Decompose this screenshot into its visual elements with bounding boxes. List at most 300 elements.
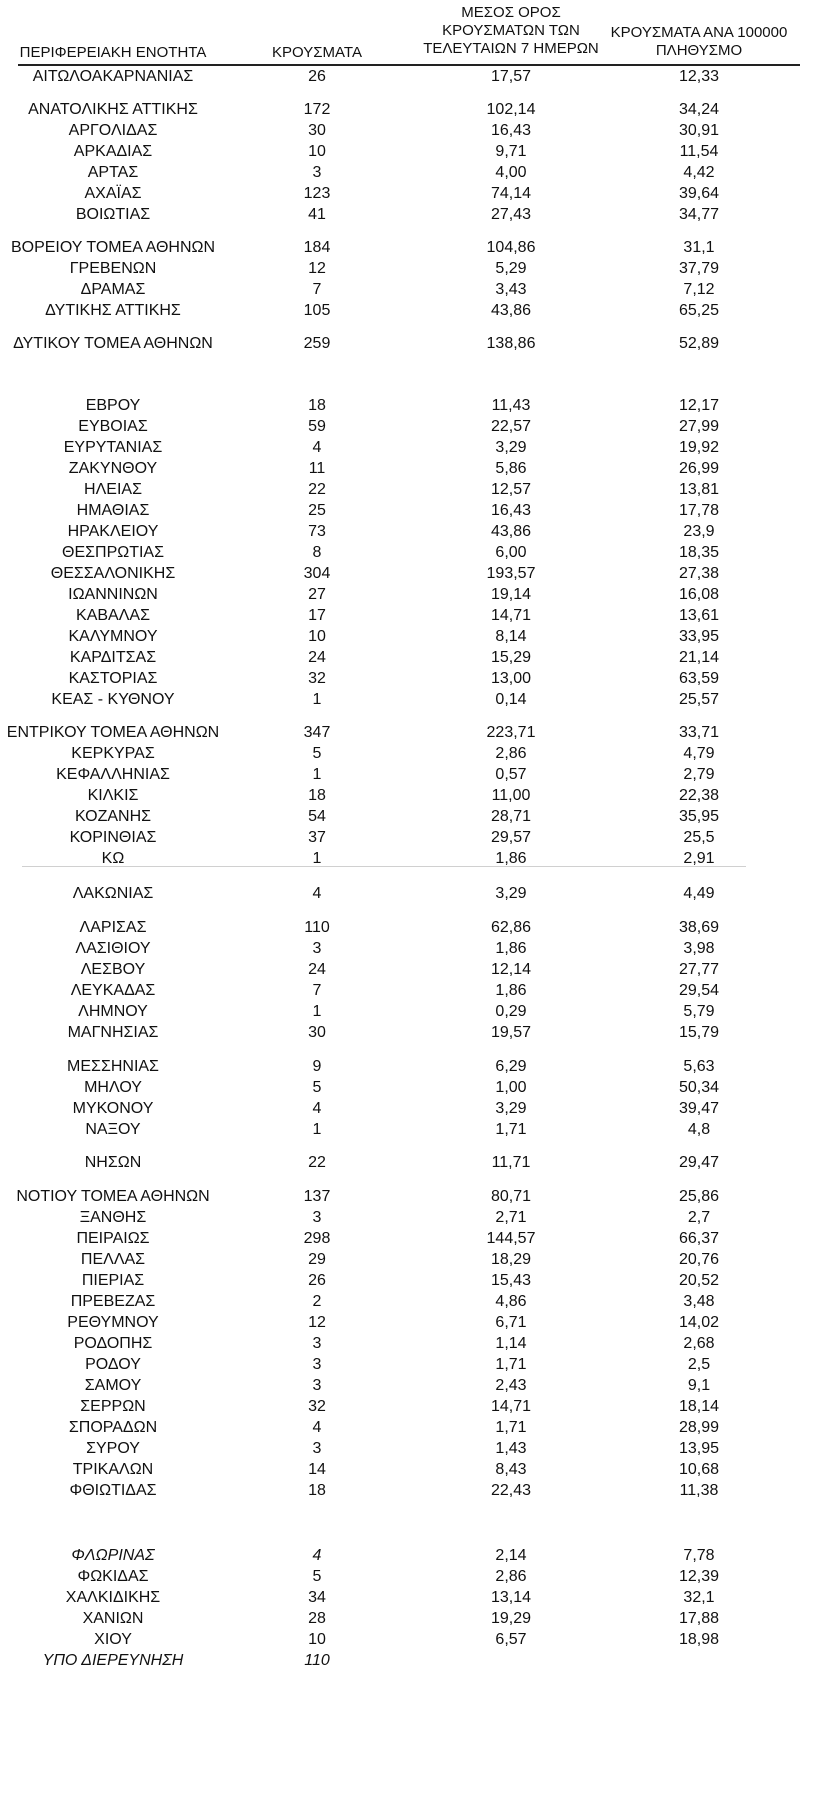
region-cell: ΑΡΚΑΔΙΑΣ	[73, 143, 153, 160]
table-row	[0, 521, 818, 542]
per100k-cell: 15,79	[678, 1024, 720, 1041]
region-cell: ΕΥΒΟΙΑΣ	[78, 418, 148, 435]
table-row	[0, 1396, 818, 1417]
avg7-cell: 2,43	[495, 1377, 527, 1394]
per100k-cell: 13,81	[678, 481, 720, 498]
avg7-cell: 18,29	[490, 1251, 532, 1268]
avg7-cell: 193,57	[486, 565, 536, 582]
cases-cell: 10	[308, 628, 326, 645]
avg7-cell: 5,29	[495, 260, 527, 277]
region-cell: ΓΡΕΒΕΝΩΝ	[69, 260, 157, 277]
cases-cell: 347	[303, 724, 331, 741]
table-row	[0, 66, 818, 87]
cases-cell: 4	[312, 1419, 322, 1436]
region-cell: ΚΩ	[101, 850, 125, 867]
table-row	[0, 1354, 818, 1375]
region-cell: ΣΕΡΡΩΝ	[80, 1398, 146, 1415]
per100k-cell: 4,49	[683, 885, 715, 902]
region-cell: ΛΑΡΙΣΑΣ	[79, 919, 147, 936]
per100k-cell: 11,38	[679, 1482, 719, 1499]
cases-cell: 22	[308, 1154, 326, 1171]
per100k-cell: 18,14	[678, 1398, 720, 1415]
table-row	[0, 437, 818, 458]
per100k-cell: 37,79	[678, 260, 720, 277]
per100k-cell: 27,77	[678, 961, 720, 978]
cases-cell: 184	[303, 239, 331, 256]
cases-cell: 10	[308, 143, 326, 160]
table-row	[0, 500, 818, 521]
per100k-cell: 39,64	[678, 185, 720, 202]
avg7-cell: 62,86	[490, 919, 532, 936]
cases-cell: 7	[312, 281, 322, 298]
cases-cell: 3	[312, 1335, 322, 1352]
region-cell: ΒΟΙΩΤΙΑΣ	[75, 206, 151, 223]
avg7-cell: 15,29	[490, 649, 532, 666]
per100k-cell: 35,95	[678, 808, 720, 825]
avg7-cell: 74,14	[490, 185, 532, 202]
per100k-cell: 5,79	[683, 1003, 715, 1020]
region-cell: ΝΑΞΟΥ	[85, 1121, 141, 1138]
avg7-cell: 6,29	[495, 1058, 527, 1075]
cases-cell: 4	[312, 1547, 322, 1564]
cases-cell: 3	[312, 1209, 322, 1226]
table-row	[0, 689, 818, 710]
table-row	[0, 1077, 818, 1098]
cases-cell: 29	[308, 1251, 326, 1268]
region-cell: ΣΑΜΟΥ	[84, 1377, 142, 1394]
cases-cell: 5	[312, 745, 322, 762]
avg7-cell: 4,86	[495, 1293, 527, 1310]
avg7-cell: 104,86	[486, 239, 536, 256]
region-cell: ΚΕΑΣ - ΚΥΘΝΟΥ	[51, 691, 175, 708]
avg7-cell: 12,57	[490, 481, 532, 498]
table-row	[0, 1119, 818, 1140]
avg7-cell: 1,14	[495, 1335, 527, 1352]
per100k-cell: 33,71	[678, 724, 720, 741]
per100k-cell: 3,48	[683, 1293, 715, 1310]
per100k-cell: 26,99	[678, 460, 720, 477]
table-row	[0, 1312, 818, 1333]
table-row	[0, 1629, 818, 1650]
avg7-cell: 11,00	[491, 787, 531, 804]
table-row	[0, 848, 818, 869]
per100k-cell: 19,92	[678, 439, 720, 456]
per100k-cell: 21,14	[678, 649, 720, 666]
table-row	[0, 237, 818, 258]
cases-cell: 24	[308, 961, 326, 978]
cases-cell: 32	[308, 670, 326, 687]
avg7-cell: 144,57	[486, 1230, 536, 1247]
avg7-cell: 6,00	[495, 544, 527, 561]
table-row	[0, 141, 818, 162]
avg7-cell: 22,43	[490, 1482, 532, 1499]
avg7-cell: 13,14	[490, 1589, 532, 1606]
cases-cell: 3	[312, 164, 322, 181]
per100k-cell: 22,38	[678, 787, 720, 804]
region-cell: ΑΡΤΑΣ	[87, 164, 139, 181]
table-row	[0, 1587, 818, 1608]
region-cell: ΛΑΚΩΝΙΑΣ	[72, 885, 154, 902]
table-row	[0, 1207, 818, 1228]
table-row	[0, 668, 818, 689]
cases-cell: 259	[303, 335, 331, 352]
per100k-cell: 9,1	[687, 1377, 711, 1394]
region-cell: ΚΑΒΑΛΑΣ	[76, 607, 150, 624]
avg7-cell: 17,57	[490, 68, 532, 85]
table-row	[0, 1438, 818, 1459]
avg7-cell: 8,14	[495, 628, 527, 645]
region-cell: ΜΕΣΣΗΝΙΑΣ	[67, 1058, 159, 1075]
cases-cell: 9	[312, 1058, 322, 1075]
avg7-cell: 138,86	[486, 335, 536, 352]
region-cell: ΔΡΑΜΑΣ	[80, 281, 146, 298]
cases-cell: 3	[312, 1440, 322, 1457]
region-cell: ΛΕΣΒΟΥ	[80, 961, 146, 978]
cases-cell: 18	[308, 787, 326, 804]
region-cell: ΒΟΡΕΙΟΥ ΤΟΜΕΑ ΑΘΗΝΩΝ	[10, 239, 216, 256]
per100k-cell: 18,35	[678, 544, 720, 561]
cases-cell: 3	[312, 940, 322, 957]
cases-cell: 4	[312, 439, 322, 456]
region-cell: ΠΙΕΡΙΑΣ	[81, 1272, 145, 1289]
per100k-cell: 29,54	[678, 982, 720, 999]
cases-cell: 54	[308, 808, 326, 825]
cases-cell: 34	[308, 1589, 326, 1606]
cases-cell: 3	[312, 1356, 322, 1373]
cases-cell: 8	[312, 544, 322, 561]
region-cell: ΦΛΩΡΙΝΑΣ	[71, 1547, 155, 1564]
region-cell: ΛΕΥΚΑΔΑΣ	[70, 982, 156, 999]
avg7-cell: 5,86	[495, 460, 527, 477]
cases-cell: 1	[312, 1003, 322, 1020]
region-cell: ΚΙΛΚΙΣ	[87, 787, 139, 804]
table-row	[0, 1417, 818, 1438]
avg7-cell: 1,71	[495, 1356, 527, 1373]
per100k-cell: 25,86	[678, 1188, 720, 1205]
table-row	[0, 743, 818, 764]
region-cell: ΗΡΑΚΛΕΙΟΥ	[67, 523, 159, 540]
cases-cell: 11	[308, 460, 326, 477]
region-cell: ΚΟΖΑΝΗΣ	[74, 808, 152, 825]
column-header-per100k	[594, 24, 804, 60]
table-row	[0, 605, 818, 626]
avg7-cell: 3,29	[495, 1100, 527, 1117]
region-cell: ΕΥΡΥΤΑΝΙΑΣ	[63, 439, 163, 456]
table-row	[0, 416, 818, 437]
cases-cell: 2	[312, 1293, 322, 1310]
avg7-cell: 2,86	[495, 745, 527, 762]
per100k-cell: 28,99	[678, 1419, 720, 1436]
region-cell: ΧΙΟΥ	[94, 1631, 132, 1648]
cases-cell: 25	[308, 502, 326, 519]
cases-cell: 10	[308, 1631, 326, 1648]
cases-cell: 137	[303, 1188, 331, 1205]
per100k-cell: 31,1	[683, 239, 715, 256]
avg7-cell: 43,86	[490, 302, 532, 319]
region-cell: ΚΑΛΥΜΝΟΥ	[68, 628, 158, 645]
column-header-avg7-line-3: ΤΕΛΕΥΤΑΙΩΝ 7 ΗΜΕΡΩΝ	[423, 40, 599, 57]
avg7-cell: 1,43	[495, 1440, 527, 1457]
per100k-cell: 65,25	[678, 302, 720, 319]
table-row	[0, 584, 818, 605]
avg7-cell: 27,43	[490, 206, 532, 223]
avg7-cell: 12,14	[490, 961, 532, 978]
table-row	[0, 1022, 818, 1043]
table-row	[0, 300, 818, 321]
cases-cell: 12	[308, 1314, 326, 1331]
cases-cell: 30	[308, 122, 326, 139]
region-cell: ΚΕΦΑΛΛΗΝΙΑΣ	[56, 766, 170, 783]
cases-cell: 18	[308, 397, 326, 414]
per100k-cell: 20,76	[678, 1251, 720, 1268]
cases-cell: 73	[308, 523, 326, 540]
table-row	[0, 1001, 818, 1022]
per100k-cell: 11,54	[679, 143, 719, 160]
per100k-cell: 7,78	[683, 1547, 715, 1564]
region-cell: ΧΑΝΙΩΝ	[82, 1610, 144, 1627]
cases-cell: 17	[308, 607, 326, 624]
table-row	[0, 162, 818, 183]
per100k-cell: 4,8	[687, 1121, 711, 1138]
region-cell: ΠΕΙΡΑΙΩΣ	[76, 1230, 150, 1247]
per100k-cell: 5,63	[683, 1058, 715, 1075]
column-header-region: ΠΕΡΙΦΕΡΕΙΑΚΗ ΕΝΟΤΗΤΑ	[19, 44, 207, 61]
region-cell: ΑΡΓΟΛΙΔΑΣ	[68, 122, 158, 139]
table-row	[0, 1333, 818, 1354]
avg7-cell: 13,00	[490, 670, 532, 687]
per100k-cell: 66,37	[678, 1230, 720, 1247]
column-header-per100k-line-1: ΚΡΟΥΣΜΑΤΑ ΑΝΑ 100000	[610, 24, 788, 41]
table-row	[0, 1098, 818, 1119]
cases-cell: 37	[308, 829, 326, 846]
table-row	[0, 722, 818, 743]
region-cell: ΘΕΣΠΡΩΤΙΑΣ	[62, 544, 164, 561]
avg7-cell: 102,14	[486, 101, 536, 118]
per100k-cell: 2,5	[687, 1356, 711, 1373]
table-row	[0, 1228, 818, 1249]
cases-cell: 27	[308, 586, 326, 603]
column-header-per100k-line-2: ΠΛΗΘΥΣΜΟ	[655, 42, 743, 59]
per100k-cell: 38,69	[678, 919, 720, 936]
table-row	[0, 806, 818, 827]
table-row	[0, 279, 818, 300]
column-header-avg7-line-1: ΜΕΣΟΣ ΟΡΟΣ	[461, 4, 561, 21]
cases-cell: 5	[312, 1568, 322, 1585]
region-cell: ΣΥΡΟΥ	[86, 1440, 140, 1457]
per100k-cell: 30,91	[678, 122, 720, 139]
table-row	[0, 1270, 818, 1291]
column-header-cases: ΚΡΟΥΣΜΑΤΑ	[272, 44, 362, 61]
table-row	[0, 1186, 818, 1207]
table-row	[0, 1566, 818, 1587]
cases-cell: 4	[312, 885, 322, 902]
avg7-cell: 16,43	[490, 122, 532, 139]
table-row	[0, 563, 818, 584]
per100k-cell: 12,33	[678, 68, 720, 85]
avg7-cell: 43,86	[490, 523, 532, 540]
avg7-cell: 19,57	[490, 1024, 532, 1041]
region-cell: ΡΟΔΟΥ	[85, 1356, 141, 1373]
cases-cell: 110	[304, 1652, 330, 1669]
region-cell: ΧΑΛΚΙΔΙΚΗΣ	[65, 1589, 161, 1606]
cases-cell: 26	[308, 68, 326, 85]
region-cell: ΑΝΑΤΟΛΙΚΗΣ ΑΤΤΙΚΗΣ	[28, 101, 198, 118]
per100k-cell: 17,88	[678, 1610, 720, 1627]
cases-cell: 110	[304, 919, 330, 936]
table-row	[0, 1459, 818, 1480]
cases-cell: 105	[303, 302, 331, 319]
cases-cell: 1	[312, 1121, 322, 1138]
table-row	[0, 764, 818, 785]
table-header	[0, 0, 818, 66]
avg7-cell: 80,71	[490, 1188, 532, 1205]
cases-cell: 14	[308, 1461, 326, 1478]
region-cell: ΕΒΡΟΥ	[85, 397, 141, 414]
per100k-cell: 63,59	[678, 670, 720, 687]
cases-cell: 1	[312, 766, 322, 783]
cases-cell: 22	[308, 481, 326, 498]
cases-cell: 123	[303, 185, 331, 202]
table-row	[0, 1249, 818, 1270]
table-row	[0, 183, 818, 204]
avg7-cell: 22,57	[490, 418, 532, 435]
per100k-cell: 14,02	[678, 1314, 720, 1331]
region-cell: ΖΑΚΥΝΘΟΥ	[68, 460, 158, 477]
cases-cell: 24	[308, 649, 326, 666]
region-cell: ΚΑΣΤΟΡΙΑΣ	[68, 670, 158, 687]
per100k-cell: 2,68	[683, 1335, 715, 1352]
avg7-cell: 2,14	[495, 1547, 527, 1564]
column-header-avg7	[408, 4, 614, 58]
region-cell: ΘΕΣΣΑΛΟΝΙΚΗΣ	[50, 565, 176, 582]
avg7-cell: 223,71	[486, 724, 536, 741]
per100k-cell: 34,77	[678, 206, 720, 223]
avg7-cell: 3,29	[495, 439, 527, 456]
table-row	[0, 120, 818, 141]
table-row	[0, 395, 818, 416]
region-cell: ΠΡΕΒΕΖΑΣ	[70, 1293, 156, 1310]
cases-cell: 12	[308, 260, 326, 277]
region-cell: ΝΟΤΙΟΥ ΤΟΜΕΑ ΑΘΗΝΩΝ	[16, 1188, 210, 1205]
table-row	[0, 827, 818, 848]
cases-cell: 32	[308, 1398, 326, 1415]
region-cell: ΚΑΡΔΙΤΣΑΣ	[69, 649, 157, 666]
cases-cell: 4	[312, 1100, 322, 1117]
avg7-cell: 8,43	[495, 1461, 527, 1478]
region-cell: ΗΛΕΙΑΣ	[84, 481, 142, 498]
region-cell: ΚΕΡΚΥΡΑΣ	[71, 745, 155, 762]
region-cell: ΥΠΟ ΔΙΕΡΕΥΝΗΣΗ	[42, 1652, 184, 1669]
per100k-cell: 18,98	[678, 1631, 720, 1648]
avg7-cell: 1,86	[495, 850, 527, 867]
region-cell: ΝΗΣΩΝ	[84, 1154, 142, 1171]
avg7-cell: 1,86	[495, 940, 527, 957]
cases-cell: 3	[312, 1377, 322, 1394]
avg7-cell: 0,14	[495, 691, 527, 708]
table-row	[0, 99, 818, 120]
per100k-cell: 16,08	[678, 586, 720, 603]
cases-cell: 28	[308, 1610, 326, 1627]
avg7-cell: 6,57	[495, 1631, 527, 1648]
region-cell: ΜΥΚΟΝΟΥ	[72, 1100, 154, 1117]
per100k-cell: 34,24	[678, 101, 720, 118]
cases-cell: 298	[303, 1230, 331, 1247]
per100k-cell: 52,89	[678, 335, 720, 352]
table-row	[0, 258, 818, 279]
avg7-cell: 29,57	[490, 829, 532, 846]
table-row	[0, 1650, 818, 1671]
cases-cell: 1	[312, 850, 322, 867]
per100k-cell: 27,38	[678, 565, 720, 582]
cases-cell: 30	[308, 1024, 326, 1041]
region-cell: ΗΜΑΘΙΑΣ	[76, 502, 150, 519]
region-cell: ΔΥΤΙΚΗΣ ΑΤΤΙΚΗΣ	[45, 302, 181, 319]
region-cell: ΔΥΤΙΚΟΥ ΤΟΜΕΑ ΑΘΗΝΩΝ	[13, 335, 213, 352]
avg7-cell: 14,71	[490, 1398, 532, 1415]
table-row	[0, 917, 818, 938]
cases-cell: 1	[312, 691, 322, 708]
per100k-cell: 32,1	[683, 1589, 715, 1606]
cases-cell: 41	[308, 206, 326, 223]
per100k-cell: 2,79	[683, 766, 715, 783]
avg7-cell: 1,71	[495, 1121, 527, 1138]
per100k-cell: 25,5	[683, 829, 715, 846]
per100k-cell: 10,68	[678, 1461, 720, 1478]
table-row	[0, 626, 818, 647]
per100k-cell: 4,42	[683, 164, 715, 181]
region-cell: ΞΑΝΘΗΣ	[79, 1209, 147, 1226]
region-cell: ΑΙΤΩΛΟΑΚΑΡΝΑΝΙΑΣ	[32, 68, 194, 85]
region-cell: ΜΗΛΟΥ	[84, 1079, 142, 1096]
region-cell: ΡΕΘΥΜΝΟΥ	[67, 1314, 159, 1331]
table-row	[0, 542, 818, 563]
per100k-cell: 2,7	[687, 1209, 711, 1226]
region-cell: ΚΟΡΙΝΘΙΑΣ	[69, 829, 157, 846]
per100k-cell: 3,98	[683, 940, 715, 957]
avg7-cell: 28,71	[490, 808, 532, 825]
table-row	[0, 1056, 818, 1077]
avg7-cell: 14,71	[490, 607, 532, 624]
cases-cell: 304	[303, 565, 331, 582]
avg7-cell: 6,71	[495, 1314, 527, 1331]
table-row	[0, 1545, 818, 1566]
region-cell: ΡΟΔΟΠΗΣ	[73, 1335, 153, 1352]
region-cell: ΛΗΜΝΟΥ	[78, 1003, 148, 1020]
avg7-cell: 16,43	[490, 502, 532, 519]
cases-cell: 59	[308, 418, 326, 435]
per100k-cell: 20,52	[678, 1272, 720, 1289]
avg7-cell: 19,29	[490, 1610, 532, 1627]
region-cell: ΕΝΤΡΙΚΟΥ ΤΟΜΕΑ ΑΘΗΝΩΝ	[6, 724, 220, 741]
per100k-cell: 12,39	[678, 1568, 720, 1585]
table-row	[0, 204, 818, 225]
region-cell: ΜΑΓΝΗΣΙΑΣ	[67, 1024, 159, 1041]
cases-cell: 7	[312, 982, 322, 999]
avg7-cell: 15,43	[490, 1272, 532, 1289]
per100k-cell: 4,79	[683, 745, 715, 762]
avg7-cell: 0,29	[495, 1003, 527, 1020]
avg7-cell: 1,86	[495, 982, 527, 999]
cases-cell: 26	[308, 1272, 326, 1289]
per100k-cell: 23,9	[683, 523, 715, 540]
table-row	[0, 1480, 818, 1501]
per100k-cell: 27,99	[678, 418, 720, 435]
avg7-cell: 3,43	[495, 281, 527, 298]
avg7-cell: 9,71	[495, 143, 527, 160]
table-row	[0, 647, 818, 668]
avg7-cell: 4,00	[495, 164, 527, 181]
region-cell: ΦΘΙΩΤΙΔΑΣ	[69, 1482, 157, 1499]
